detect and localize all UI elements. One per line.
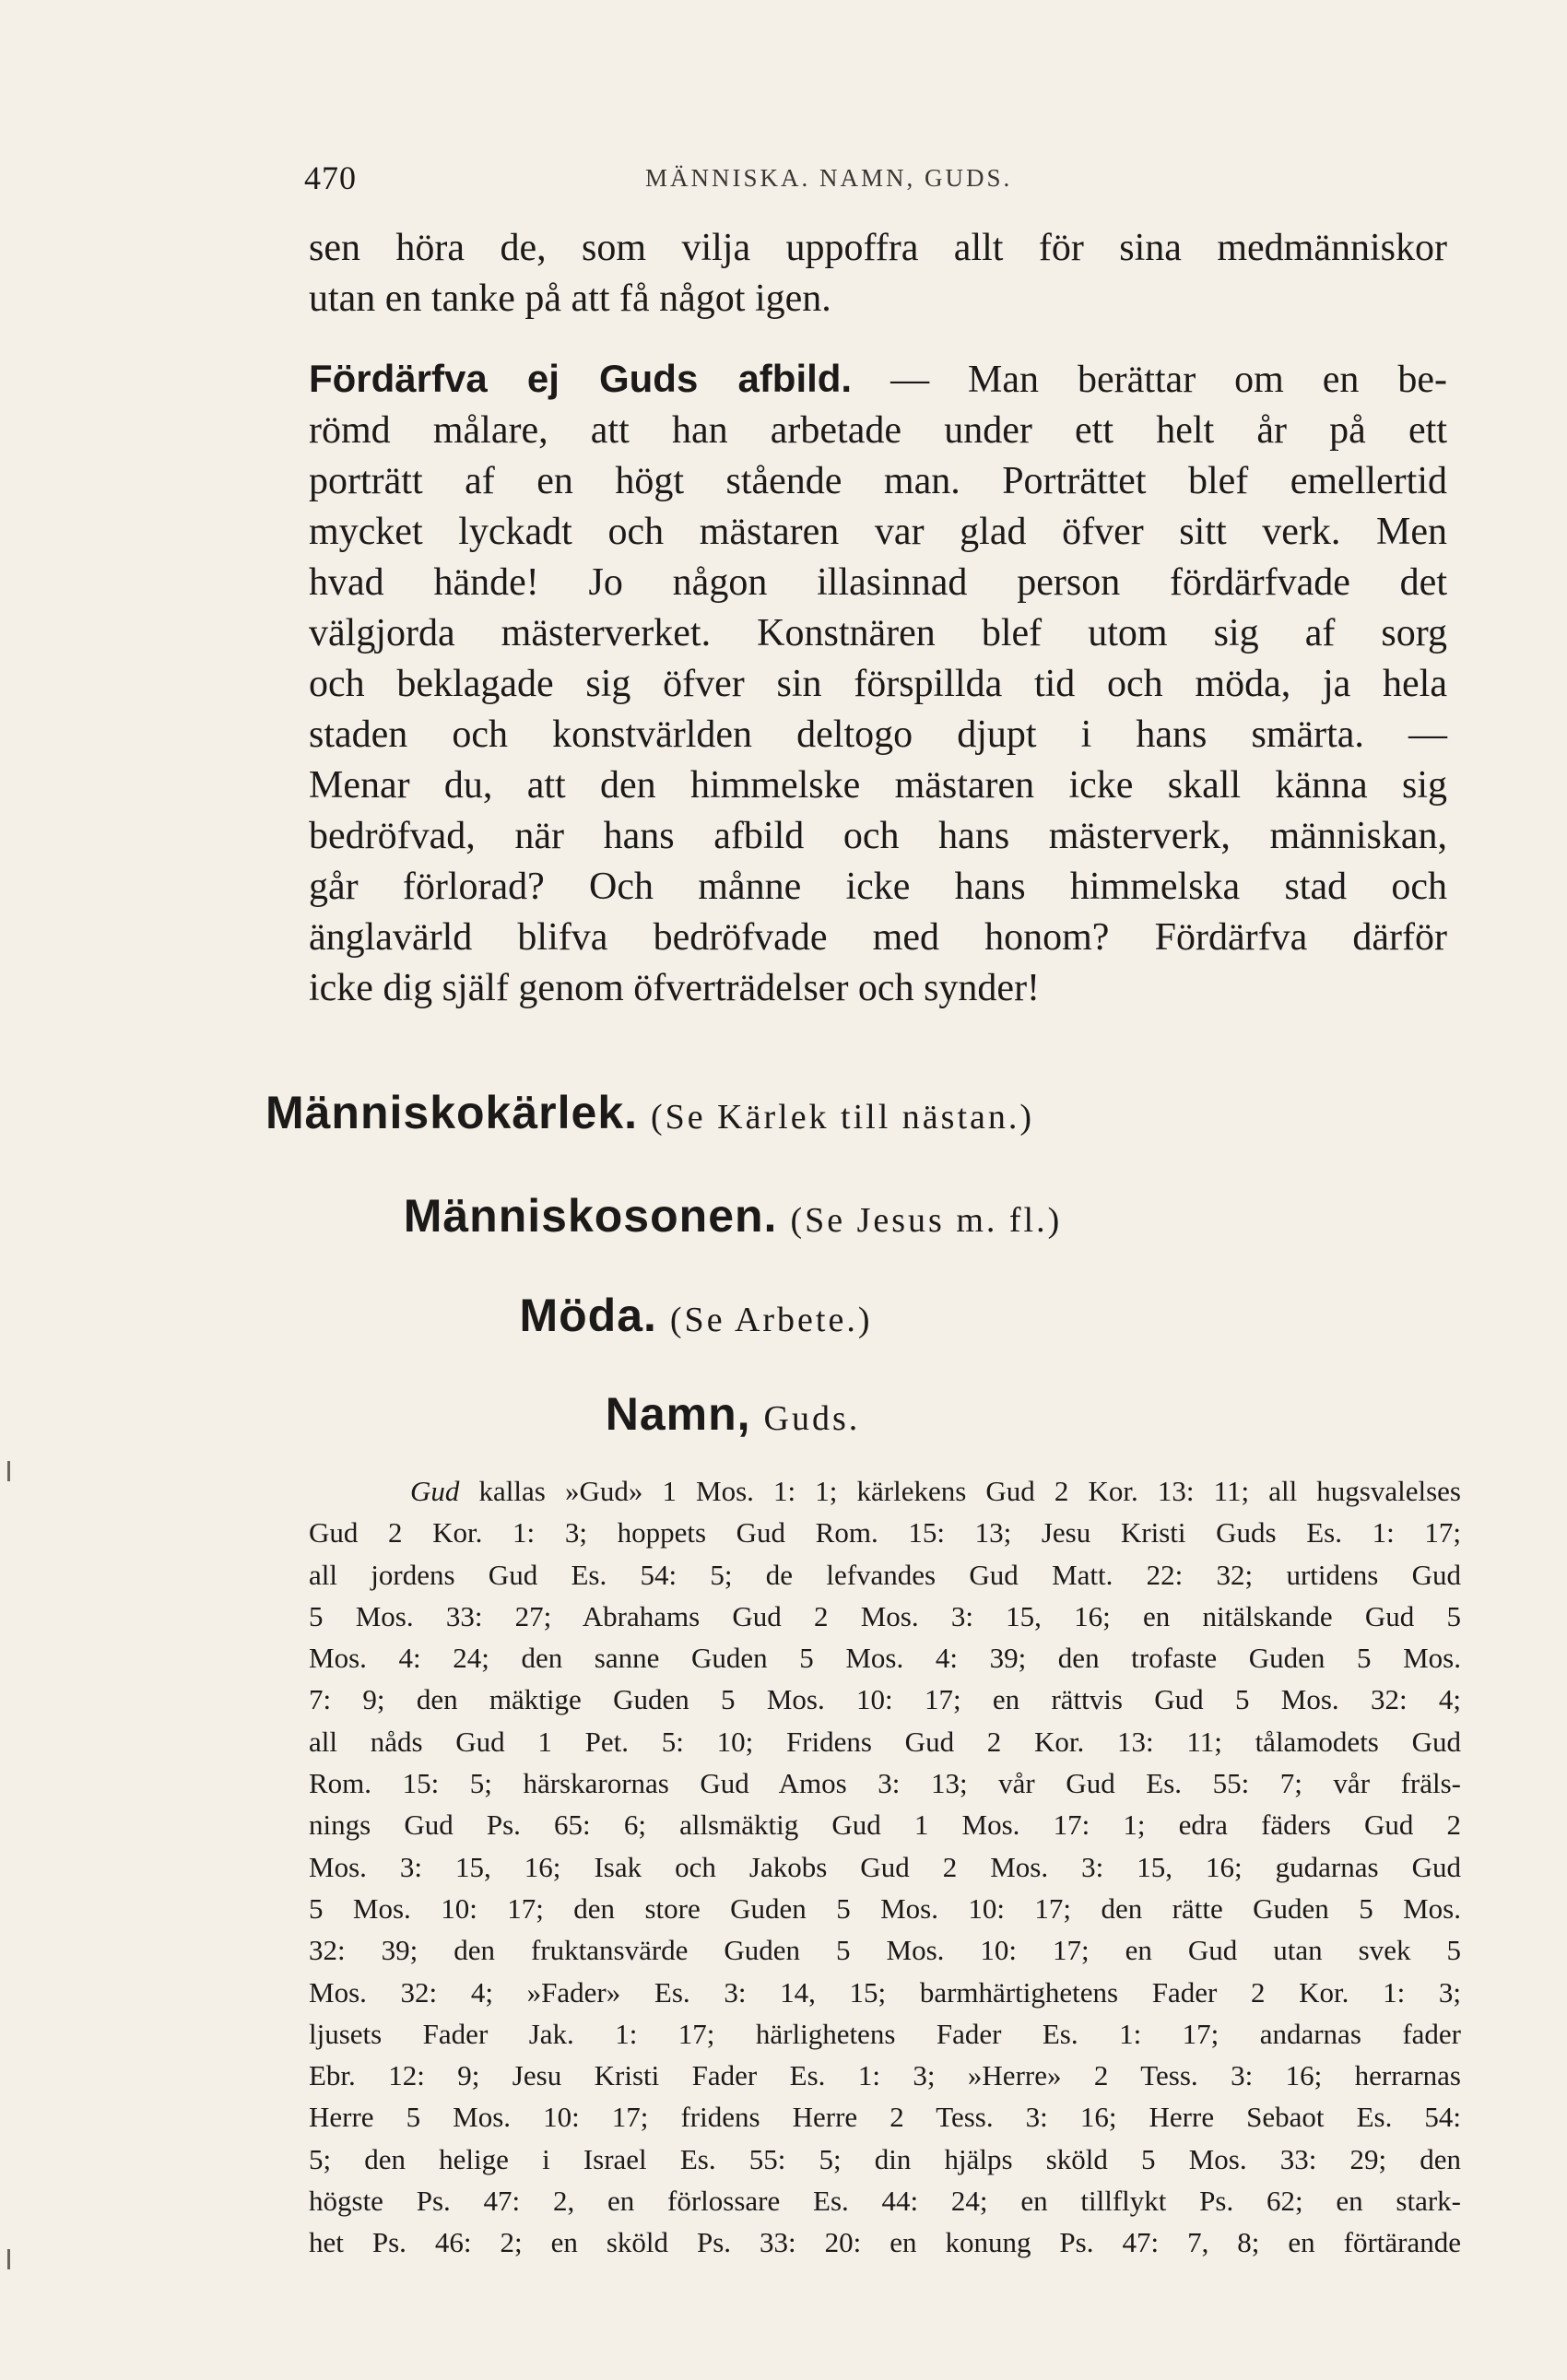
text-line: Mos. 32: 4; »Fader» Es. 3: 14, 15; barmhärtighetens Fader 2 Kor. 1: 3; xyxy=(309,1975,1461,2009)
entry-head: Möda. xyxy=(519,1290,657,1341)
entry-ref: (Se Jesus m. fl.) xyxy=(790,1201,1063,1240)
running-head: MÄNNISKA. NAMN, GUDS. xyxy=(645,164,1013,192)
text-line: 5 Mos. 10: 17; den store Guden 5 Mos. 10: 17; den rätte Guden 5 Mos. xyxy=(309,1891,1461,1925)
entry-manniskokarlek xyxy=(0,1086,1433,1139)
section-first-line xyxy=(309,1470,1461,1512)
section-subhead: Guds. xyxy=(763,1399,861,1438)
paragraph-first-line-text: — Man berättar om en be- xyxy=(890,359,1447,401)
text-line: Mos. 3: 15, 16; Isak och Jakobs Gud 2 Mos. 3: 15, 16; gudarnas Gud xyxy=(309,1850,1461,1883)
entry-manniskosonen xyxy=(0,1189,1516,1243)
text-line: Mos. 4: 24; den sanne Guden 5 Mos. 4: 39; den trofaste Guden 5 Mos. xyxy=(309,1642,1461,1675)
paragraph-lines xyxy=(309,406,1447,1014)
text-line: välgjorda mästerverket. Konstnären blef utom sig af sorg xyxy=(309,612,1447,654)
section-first-line-text: kallas »Gud» 1 Mos. 1: 1; kärlekens Gud 2 Kor. 13: 11; all hugsvalelses xyxy=(478,1475,1461,1507)
text-line: Herre 5 Mos. 10: 17; fridens Herre 2 Tess. 3: 16; Herre Sebaot Es. 54: xyxy=(309,2101,1461,2134)
text-line: het Ps. 46: 2; en sköld Ps. 33: 20: en konung Ps. 47: 7, 8; en förtärande xyxy=(309,2226,1461,2259)
paragraph-heading: Fördärfva ej Guds afbild. xyxy=(309,357,853,400)
text-line: änglavärld blifva bedröfvade med honom? Fördärfva därför xyxy=(309,916,1447,959)
text-line: mycket lyckadt och mästaren var glad öfver sitt verk. Men xyxy=(309,511,1447,553)
section-body-gud xyxy=(309,1470,1461,2264)
text-line: Rom. 15: 5; härskarornas Gud Amos 3: 13; vår Gud Es. 55: 7; vår fräls- xyxy=(309,1767,1461,1800)
entry-ref: (Se Arbete.) xyxy=(669,1301,873,1339)
page-number: 470 xyxy=(304,159,357,196)
text-line: ljusets Fader Jak. 1: 17; härlighetens Fader Es. 1: 17; andarnas fader xyxy=(309,2017,1461,2050)
text-line: porträtt af en högt stående man. Porträttet blef emellertid xyxy=(309,460,1447,502)
text-line: bedröfvad, när hans afbild och hans mästerverk, människan, xyxy=(309,815,1447,857)
section-head: Namn, xyxy=(605,1388,751,1440)
section-lines xyxy=(309,1512,1461,2263)
paragraph-first-line xyxy=(309,353,1447,406)
text-line: römd målare, att han arbetade under ett helt år på ett xyxy=(309,409,1447,452)
text-line: icke dig själf genom öfverträdelser och synder! xyxy=(309,967,1041,1009)
text-line: 5 Mos. 33: 27; Abrahams Gud 2 Mos. 3: 15, 16; en nitälskande Gud 5 xyxy=(309,1599,1461,1632)
text-line: 7: 9; den mäktige Guden 5 Mos. 10: 17; en rättvis Gud 5 Mos. 32: 4; xyxy=(309,1683,1461,1716)
entry-moda xyxy=(0,1289,1479,1342)
text-line: utan en tanke på att få något igen. xyxy=(309,277,831,320)
text-line: Gud 2 Kor. 1: 3; hoppets Gud Rom. 15: 13; Jesu Kristi Guds Es. 1: 17; xyxy=(309,1516,1461,1549)
text-line: och beklagade sig öfver sin förspillda tid och möda, ja hela xyxy=(309,663,1447,705)
section-heading-namn-guds xyxy=(0,1387,1516,1441)
page-header xyxy=(304,159,1456,205)
text-line: all jordens Gud Es. 54: 5; de lefvandes Gud Matt. 22: 32; urtidens Gud xyxy=(309,1558,1461,1591)
paragraph-fordarfva xyxy=(309,353,1447,1014)
scan-edge-mark xyxy=(7,1461,10,1481)
text-line: går förlorad? Och månne icke hans himmelska stad och xyxy=(309,866,1447,908)
text-line: nings Gud Ps. 65: 6; allsmäktig Gud 1 Mos. 17: 1; edra fäders Gud 2 xyxy=(309,1809,1461,1842)
scan-edge-mark xyxy=(7,2249,10,2269)
text-line: Ebr. 12: 9; Jesu Kristi Fader Es. 1: 3; »Herre» 2 Tess. 3: 16; herrarnas xyxy=(309,2059,1461,2092)
text-line: 5; den helige i Israel Es. 55: 5; din hjälps sköld 5 Mos. 33: 29; den xyxy=(309,2142,1461,2175)
entry-head: Människokärlek. xyxy=(265,1087,639,1138)
text-line: 32: 39; den fruktansvärde Guden 5 Mos. 10: 17; en Gud utan svek 5 xyxy=(309,1934,1461,1967)
text-line: Menar du, att den himmelske mästaren icke skall känna sig xyxy=(309,764,1447,807)
entry-head: Människosonen. xyxy=(403,1190,778,1242)
text-line: sen höra de, som vilja uppoffra allt för sina medmänniskor xyxy=(309,227,1447,269)
entry-ref: (Se Kärlek till nästan.) xyxy=(651,1098,1035,1137)
text-line: hvad hände! Jo någon illasinnad person fördärfvade det xyxy=(309,561,1447,604)
text-line: staden och konstvärlden deltogo djupt i hans smärta. — xyxy=(309,713,1447,756)
text-line: all nåds Gud 1 Pet. 5: 10; Fridens Gud 2 Kor. 13: 11; tålamodets Gud xyxy=(309,1725,1461,1758)
paragraph-continued xyxy=(309,223,1447,324)
text-line: högste Ps. 47: 2, en förlossare Es. 44: 24; en tillflykt Ps. 62; en stark- xyxy=(309,2185,1461,2218)
section-first-word: Gud xyxy=(410,1475,460,1507)
